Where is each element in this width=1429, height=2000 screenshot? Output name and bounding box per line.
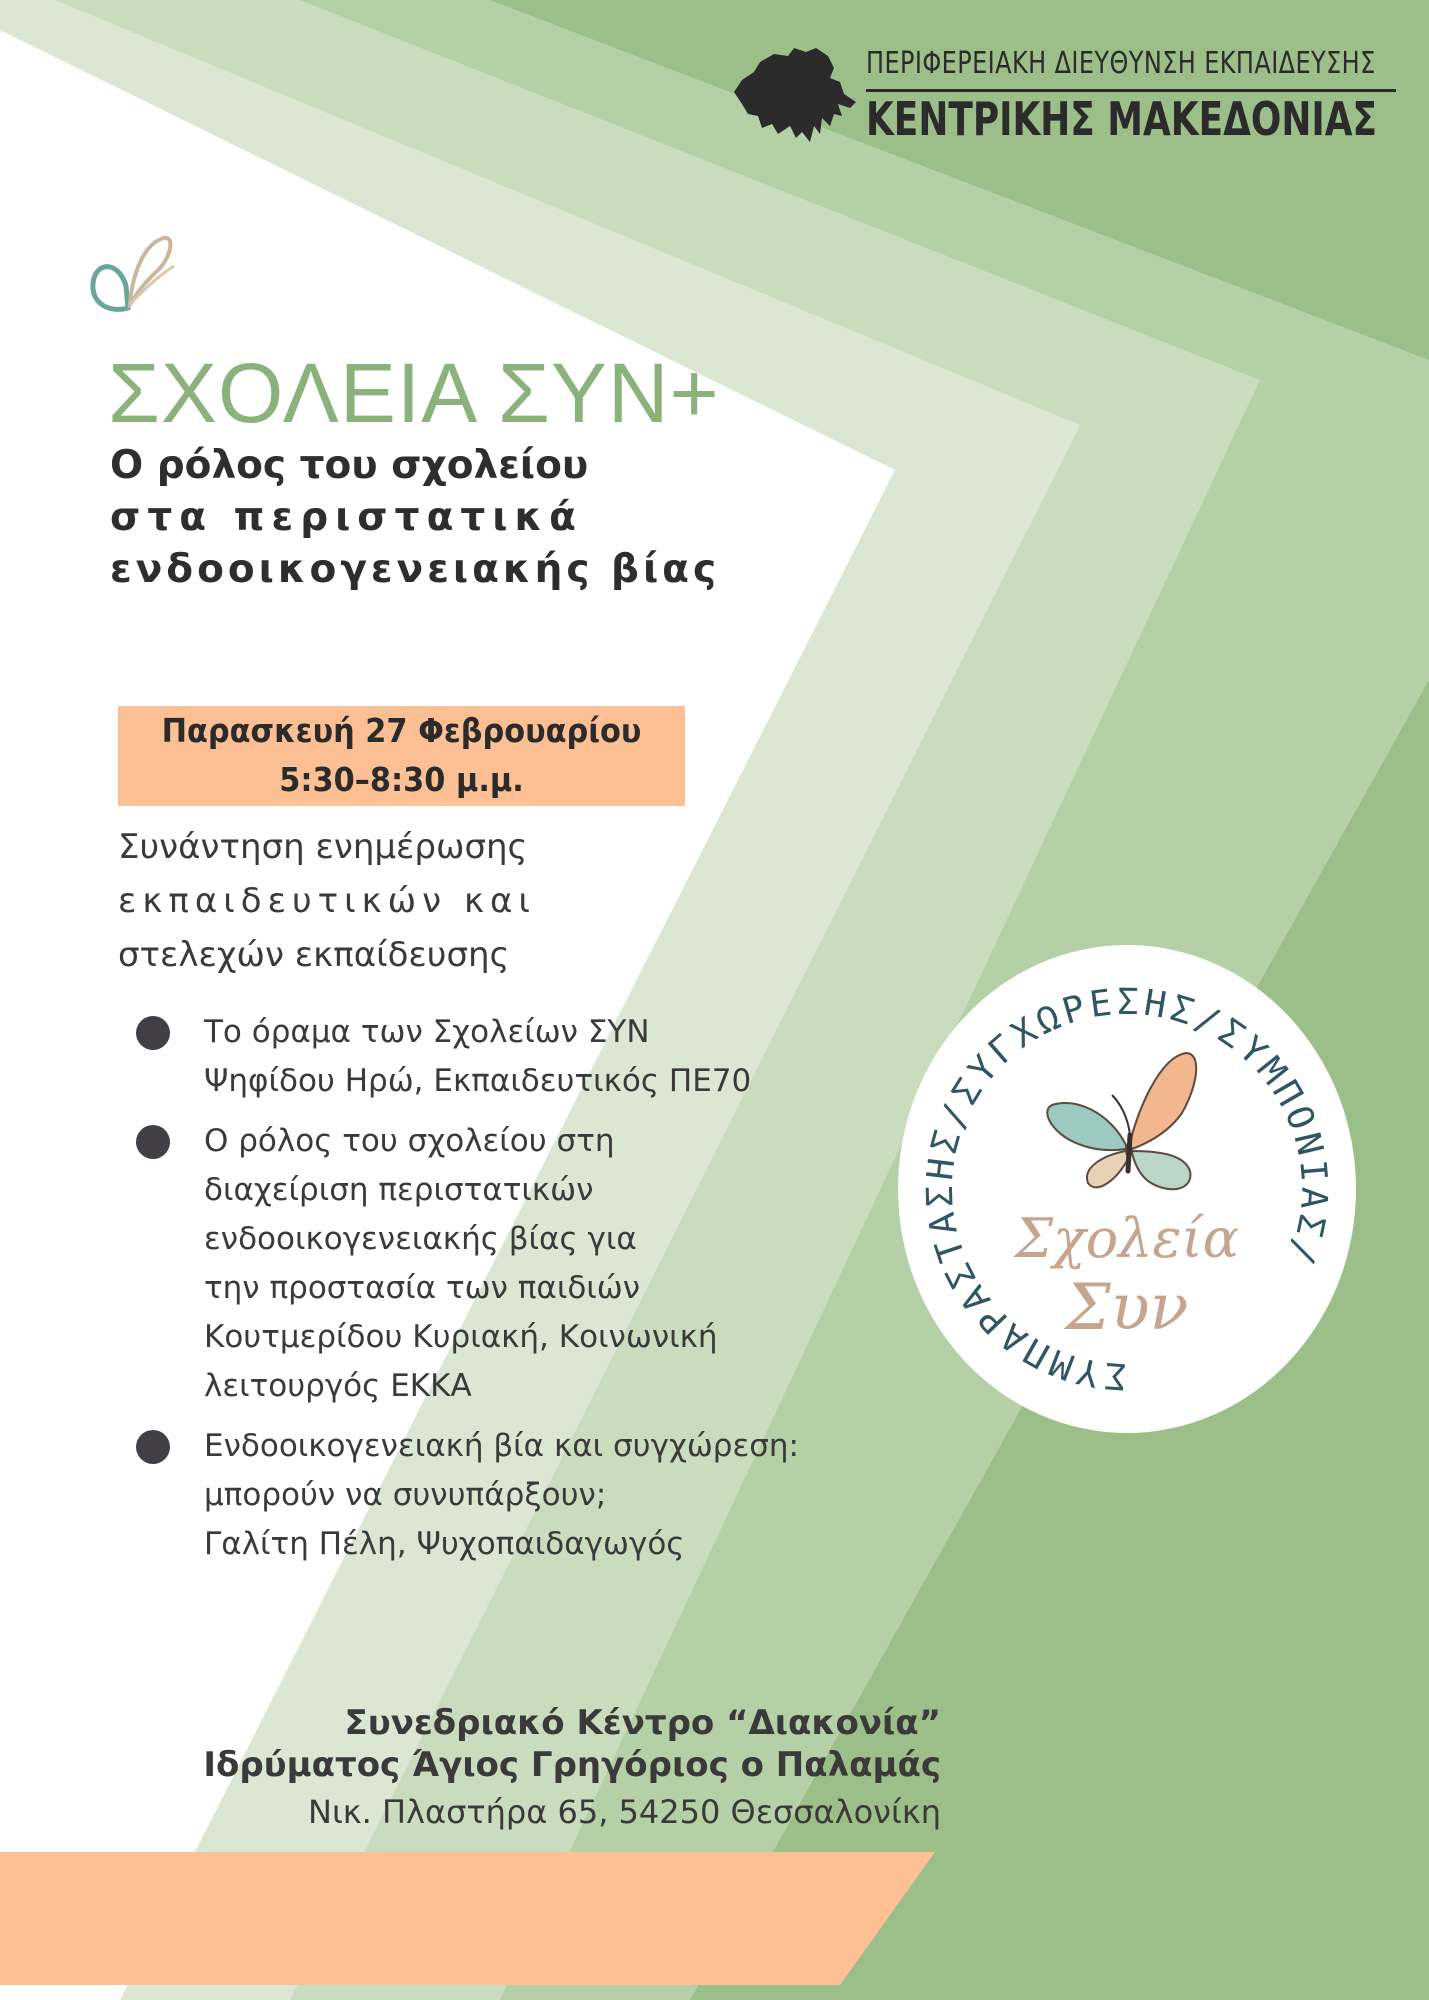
- agenda-line: Ψηφίδου Ηρώ, Εκπαιδευτικός ΠΕ70: [204, 1063, 752, 1099]
- agenda-line: Ενδοοικογενειακή βία και συγχώρεση:: [204, 1428, 799, 1464]
- bullet-icon: [136, 1125, 170, 1159]
- agenda-line: Κουτμερίδου Κυριακή, Κοινωνική: [204, 1319, 718, 1355]
- agenda-line: Γαλίτη Πέλη, Ψυχοπαιδαγωγός: [204, 1526, 685, 1562]
- subtitle-line2: στα περιστατικά: [110, 495, 583, 540]
- seal-word2: Συν: [1065, 1271, 1189, 1345]
- agenda-item: [136, 1008, 896, 1106]
- org-logo: [730, 42, 1400, 152]
- agenda-line: Το όραμα των Σχολείων ΣΥΝ: [204, 1014, 650, 1050]
- butterfly-icon: [1047, 1053, 1196, 1189]
- org-name-line2: ΚΕΝΤΡΙΚΗΣ ΜΑΚΕΔΟΝΙΑΣ: [866, 92, 1378, 146]
- event-date-box: [118, 706, 685, 806]
- bullet-icon: [136, 1016, 170, 1050]
- agenda-line: Ο ρόλος του σχολείου στη: [204, 1123, 615, 1159]
- meeting-description: [118, 820, 738, 982]
- agenda-line: λειτουργός ΕΚΚΑ: [204, 1368, 472, 1404]
- page-title: ΣΧΟΛΕΙΑ ΣΥΝ+: [108, 346, 720, 440]
- agenda-line: ενδοοικογενειακής βίας για: [204, 1221, 637, 1257]
- venue-name: Συνεδριακό Κέντρο “Διακονία”: [344, 1703, 941, 1743]
- event-time: 5:30–8:30 μ.μ.: [279, 760, 524, 799]
- agenda-item: [136, 1422, 896, 1569]
- seal-word1: Σχολεία: [1014, 1207, 1240, 1270]
- meeting-line2: εκπαιδευτικών και: [118, 881, 536, 921]
- venue-address: Νικ. Πλαστήρα 65, 54250 Θεσσαλονίκη: [308, 1793, 941, 1831]
- subtitle-line3: ενδοοικογενειακής βίας: [110, 547, 721, 592]
- schools-syn-seal: [898, 945, 1356, 1433]
- org-name-line1: ΠΕΡΙΦΕΡΕΙΑΚΗ ΔΙΕΥΘΥΝΣΗ ΕΚΠΑΙΔΕΥΣΗΣ: [866, 46, 1376, 81]
- venue-info: [203, 1702, 941, 1838]
- venue-foundation: Ιδρύματος Άγιος Γρηγόριος ο Παλαμάς: [203, 1745, 941, 1785]
- meeting-line3: στελεχών εκπαίδευσης: [118, 935, 510, 975]
- meeting-line1: Συνάντηση ενημέρωσης: [118, 827, 528, 867]
- central-macedonia-map-icon: [730, 42, 860, 152]
- peach-banner: [0, 1852, 935, 1985]
- agenda-list: [136, 1008, 896, 1580]
- bullet-icon: [136, 1430, 170, 1464]
- event-date: Παρασκευή 27 Φεβρουαρίου: [161, 711, 642, 750]
- agenda-line: την προστασία των παιδιών: [204, 1270, 641, 1306]
- agenda-line: μπορούν να συνυπάρξουν;: [204, 1477, 607, 1513]
- seal-ring-text: ΣΥΜΠΑΡΑΣΤΑΣΗΣ/ΣΥΓΧΩΡΕΣΗΣ/ΣΥΜΠΟΝΙΑΣ/: [919, 981, 1335, 1397]
- agenda-item: [136, 1117, 896, 1411]
- subtitle-line1: Ο ρόλος του σχολείου: [110, 443, 589, 488]
- butterfly-outline-icon: [86, 230, 178, 322]
- subtitle: [110, 440, 810, 596]
- agenda-line: διαχείριση περιστατικών: [204, 1172, 594, 1208]
